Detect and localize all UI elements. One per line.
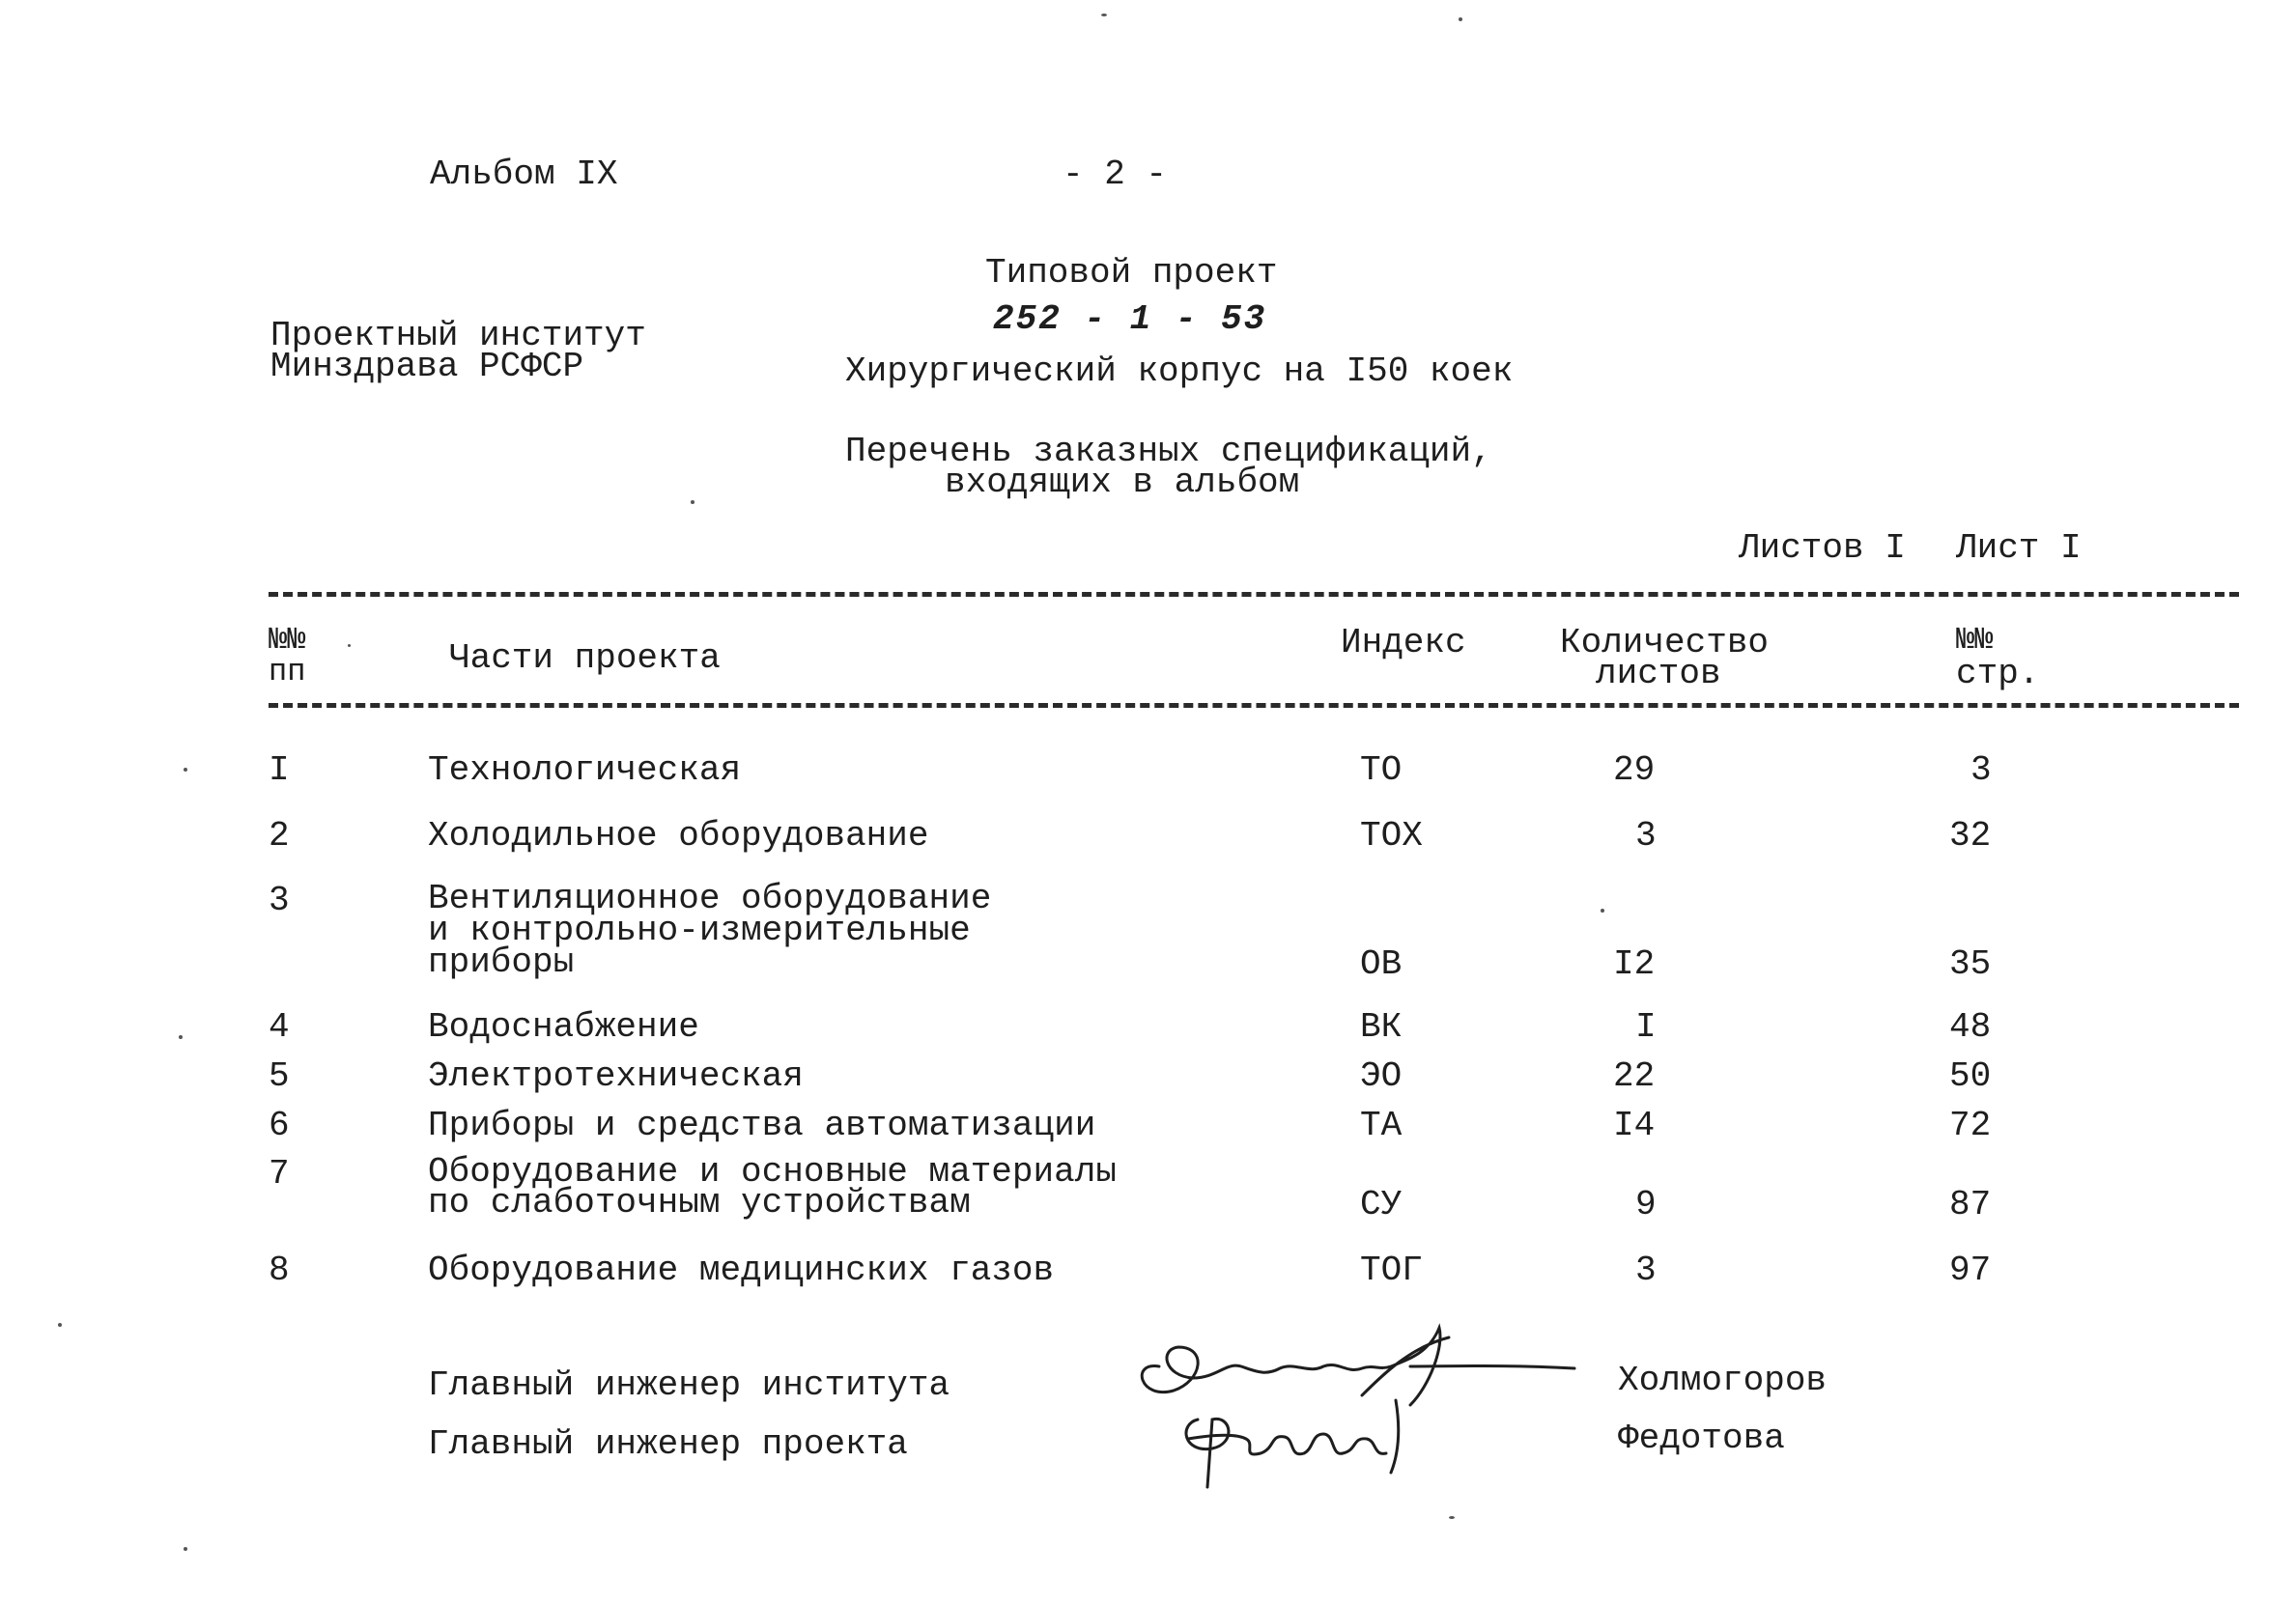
row-sheets: 9 <box>1635 1185 1657 1224</box>
col-header-page-1: №№ <box>1956 622 1994 658</box>
row-num: 4 <box>269 1007 290 1047</box>
col-header-index: Индекс <box>1341 623 1466 662</box>
row-page: 3 <box>1970 750 1992 790</box>
project-type: Типовой проект <box>985 253 1278 293</box>
chief-project-name: Федотова <box>1618 1419 1785 1458</box>
row-sheets: I2 <box>1613 944 1656 984</box>
project-name: Хирургический корпус на I50 коек <box>845 352 1514 391</box>
col-header-page-2: стр. <box>1956 654 2040 693</box>
col-header-count-2: листов <box>1596 654 1721 693</box>
row-num: 8 <box>269 1251 290 1290</box>
scan-speck <box>1101 14 1107 16</box>
row-page: 32 <box>1949 816 1992 856</box>
scan-speck <box>348 644 351 647</box>
row-sheets: 29 <box>1613 750 1656 790</box>
table-top-rule <box>269 592 2239 597</box>
row-part: Водоснабжение <box>428 1007 699 1047</box>
signature-fedotova <box>1169 1381 1459 1497</box>
row-num: 6 <box>269 1106 290 1145</box>
institute-line-1: Проектный институт <box>270 316 646 355</box>
row-part: Приборы и средства автоматизации <box>428 1106 1096 1145</box>
page-number: - 2 - <box>1063 155 1168 194</box>
scan-speck <box>1601 909 1604 913</box>
row-index: ВК <box>1360 1007 1403 1047</box>
row-num: 2 <box>269 816 290 856</box>
row-part-line-2: по слаботочным устройствам <box>428 1183 971 1223</box>
scan-speck <box>184 1547 187 1551</box>
row-page: 72 <box>1949 1106 1992 1145</box>
chief-institute-name: Холмогоров <box>1618 1361 1828 1400</box>
row-num: 3 <box>269 881 290 920</box>
chief-project-label: Главный инженер проекта <box>428 1424 908 1464</box>
row-index: ОВ <box>1360 944 1403 984</box>
institute-line-2: Минздрава РСФСР <box>270 347 584 386</box>
sheets-total: Листов I <box>1739 528 1906 568</box>
col-header-count-1: Количество <box>1560 623 1770 662</box>
row-part-line-1: Оборудование и основные материалы <box>428 1152 1117 1192</box>
table-header-rule <box>269 703 2239 708</box>
col-header-num-2: пп <box>269 654 306 689</box>
row-page: 50 <box>1949 1056 1992 1096</box>
scan-speck <box>184 768 187 772</box>
row-sheets: 3 <box>1635 816 1657 856</box>
row-page: 35 <box>1949 944 1992 984</box>
row-page: 48 <box>1949 1007 1992 1047</box>
row-page: 97 <box>1949 1251 1992 1290</box>
row-index: ТА <box>1360 1106 1403 1145</box>
row-part: Технологическая <box>428 750 742 790</box>
scan-speck <box>691 500 694 504</box>
row-part-line-2: и контрольно-измерительные <box>428 911 971 950</box>
col-header-part: Части проекта <box>449 638 721 678</box>
list-title-line-1: Перечень заказных спецификаций, <box>845 432 1492 471</box>
row-num: 7 <box>269 1154 290 1194</box>
scan-speck <box>1449 1516 1455 1519</box>
row-part: Холодильное оборудование <box>428 816 929 856</box>
sheet-number: Лист I <box>1956 528 2082 568</box>
list-title-line-2: входящих в альбом <box>945 463 1300 502</box>
row-index: ТОХ <box>1360 816 1423 856</box>
row-page: 87 <box>1949 1185 1992 1224</box>
col-header-num-1: №№ <box>269 622 306 658</box>
row-index: ЭО <box>1360 1056 1403 1096</box>
row-sheets: I <box>1635 1007 1657 1047</box>
project-code: 252 - 1 - 53 <box>993 299 1267 339</box>
row-part-line-3: приборы <box>428 942 575 982</box>
scan-speck <box>1459 17 1462 21</box>
album-label: Альбом IX <box>430 155 618 194</box>
row-num: 5 <box>269 1056 290 1096</box>
row-sheets: I4 <box>1613 1106 1656 1145</box>
row-index: СУ <box>1360 1185 1403 1224</box>
row-part: Электротехническая <box>428 1056 804 1096</box>
row-index: ТОГ <box>1360 1251 1423 1290</box>
row-sheets: 22 <box>1613 1056 1656 1096</box>
row-sheets: 3 <box>1635 1251 1657 1290</box>
row-index: ТО <box>1360 750 1403 790</box>
row-part-line-1: Вентиляционное оборудование <box>428 879 992 918</box>
row-part: Оборудование медицинских газов <box>428 1251 1055 1290</box>
scan-speck <box>58 1323 62 1327</box>
scan-speck <box>179 1035 183 1039</box>
chief-institute-label: Главный инженер института <box>428 1365 950 1405</box>
row-num: I <box>269 750 290 790</box>
